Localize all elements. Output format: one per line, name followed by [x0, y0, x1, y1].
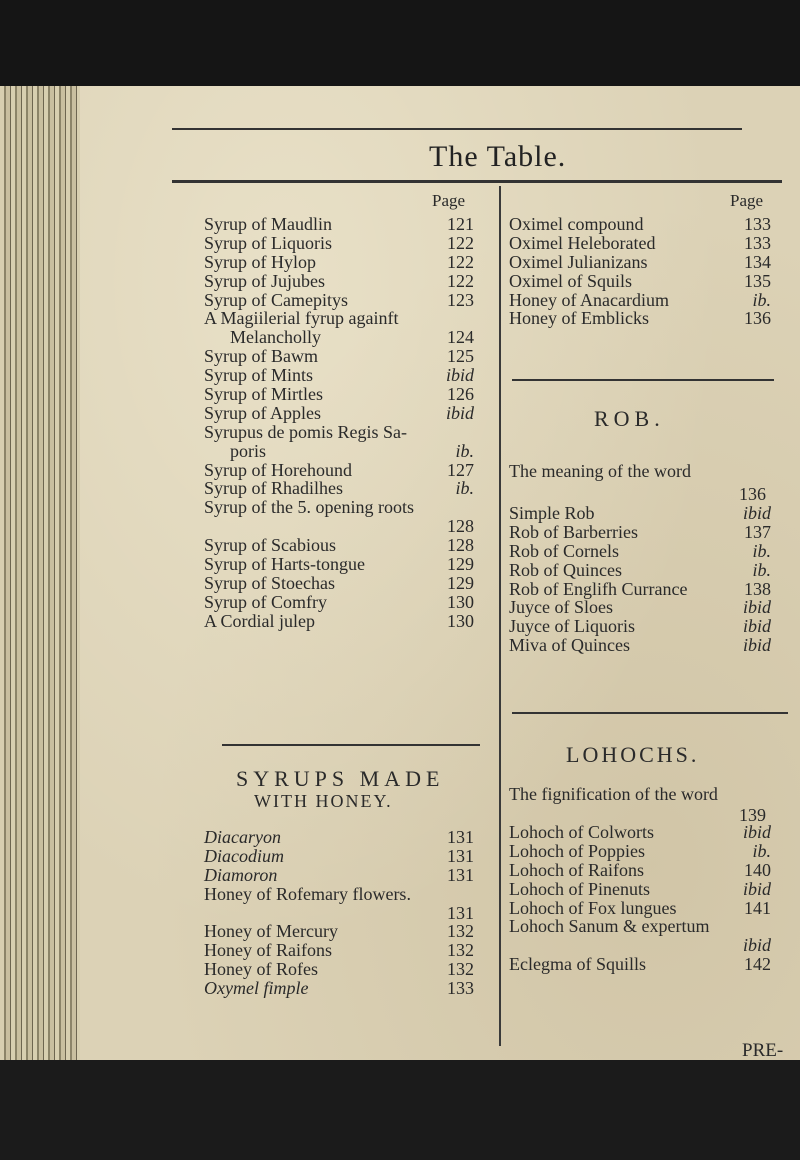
entry-page: 131	[447, 845, 474, 866]
entry-page: 127	[447, 459, 474, 480]
entry-page: ibid	[742, 878, 771, 899]
entry-name: Lohoch of Raifons	[509, 859, 644, 880]
entry-name: Lohoch of Fox lungues	[509, 897, 677, 918]
rob-intro-page: 136	[739, 484, 766, 504]
list-item	[204, 574, 474, 593]
entry-page: 128	[447, 535, 474, 556]
entry-page: ib.	[455, 440, 474, 461]
entry-name: Syrup of Rhadilhes	[204, 478, 343, 499]
list-item	[204, 309, 474, 328]
list-item	[509, 955, 771, 974]
lohochs-intro-page: 139	[739, 805, 766, 825]
list-item	[204, 423, 474, 442]
left-page-header: Page	[432, 191, 466, 210]
list-item	[204, 479, 474, 498]
entry-page: 134	[744, 251, 771, 272]
top-rule	[172, 128, 742, 130]
entry-page: ib.	[752, 559, 771, 580]
entry-page: 140	[744, 859, 771, 880]
rob-intro: The meaning of the word	[509, 461, 691, 481]
entry-page: 137	[744, 521, 771, 542]
list-item	[204, 328, 474, 347]
syrups-with-honey-heading: SYRUPS MADE	[236, 766, 445, 791]
list-item	[204, 941, 474, 960]
entry-name: Diacodium	[204, 845, 284, 866]
list-item	[204, 272, 474, 291]
list-item	[204, 612, 474, 631]
entry-name: A Cordial julep	[204, 610, 315, 631]
list-item	[204, 904, 474, 923]
book-spine-edges	[0, 86, 80, 1060]
lohochs-heading: LOHOCHS.	[566, 742, 700, 767]
entry-name: Honey of Rofes	[204, 959, 318, 980]
title-rule	[172, 180, 782, 183]
syrups-with-honey-subheading: WITH HONEY.	[254, 791, 393, 811]
list-item	[204, 979, 474, 998]
entry-name: Rob of Quinces	[509, 559, 622, 580]
left-section-rule	[222, 744, 480, 746]
entry-page: 141	[744, 897, 771, 918]
list-item	[204, 960, 474, 979]
left-entries-list	[204, 215, 474, 631]
list-item	[204, 461, 474, 480]
entry-name: Simple Rob	[509, 503, 595, 523]
entry-page: ibid	[445, 365, 474, 386]
list-item	[204, 253, 474, 272]
entry-page: ibid	[742, 597, 771, 618]
lohochs-rule	[512, 712, 788, 714]
honey-entries-list	[204, 828, 474, 998]
entry-page: ibid	[742, 616, 771, 637]
entry-name: Miva of Quinces	[509, 635, 630, 656]
list-item	[204, 234, 474, 253]
list-item	[204, 555, 474, 574]
rob-entries-list	[509, 504, 771, 655]
entry-name: Honey of Mercury	[204, 921, 338, 942]
entry-name: Syrup of Stoechas	[204, 572, 335, 593]
list-item	[509, 936, 771, 955]
entry-name: Syrup of Camepitys	[204, 289, 348, 310]
entry-page: 129	[447, 554, 474, 575]
entry-page: 131	[447, 902, 474, 923]
list-item	[509, 917, 771, 936]
entry-page: ibid	[742, 822, 771, 842]
entry-page: 130	[447, 610, 474, 631]
list-item	[509, 598, 771, 617]
entry-page: 121	[447, 214, 474, 234]
entry-name: Syrup of Jujubes	[204, 270, 325, 291]
entry-page: ibid	[445, 402, 474, 423]
list-item	[204, 517, 474, 536]
list-item	[509, 542, 771, 561]
entry-page: 133	[744, 232, 771, 253]
right-page-header: Page	[730, 191, 764, 210]
entry-name: Rob of Barberries	[509, 521, 638, 542]
top-background	[0, 0, 800, 88]
entry-name: Honey of Anacardium	[509, 289, 669, 310]
entry-name: Lohoch Sanum & expertum	[509, 916, 710, 937]
entry-name: Eclegma of Squills	[509, 954, 646, 975]
entry-name: Syrup of Maudlin	[204, 214, 332, 234]
entry-name: Syrup of Apples	[204, 402, 321, 423]
list-item	[509, 234, 771, 253]
entry-page: 138	[744, 578, 771, 599]
entry-name: poris	[230, 440, 266, 461]
entry-page: 133	[744, 214, 771, 234]
list-item	[509, 523, 771, 542]
entry-page: 132	[447, 940, 474, 961]
entry-page: ib.	[752, 289, 771, 310]
entry-name: Syrup of Mints	[204, 365, 314, 386]
list-item	[509, 636, 771, 655]
entry-name: A Magiilerial fyrup againft	[204, 308, 399, 329]
entry-page: ibid	[742, 935, 771, 956]
list-item	[204, 847, 474, 866]
rob-heading: ROB.	[594, 406, 665, 431]
entry-page: 131	[447, 864, 474, 885]
entry-name: Lohoch of Colworts	[509, 822, 654, 842]
lohochs-entries-list	[509, 823, 771, 974]
entry-page: 142	[744, 954, 771, 975]
entry-page: ib.	[752, 540, 771, 561]
entry-name: Diamoron	[204, 864, 278, 885]
entry-name: Juyce of Sloes	[509, 597, 613, 618]
entry-page: 129	[447, 572, 474, 593]
entry-name: Rob of Cornels	[509, 540, 619, 561]
lohochs-intro: The fignification of the word	[509, 784, 718, 804]
list-item	[509, 272, 771, 291]
entry-page: 131	[447, 827, 474, 847]
list-item	[204, 404, 474, 423]
entry-page: 135	[744, 270, 771, 291]
entry-name: Syrup of Harts-tongue	[204, 554, 365, 575]
list-item	[204, 442, 474, 461]
entry-name: Oximel Heleborated	[509, 232, 656, 253]
entry-page: 126	[447, 384, 474, 405]
entry-page: 136	[744, 308, 771, 329]
list-item	[509, 309, 771, 328]
entry-name: Oximel compound	[509, 214, 644, 234]
entry-name: Syrupus de pomis Regis Sa-	[204, 421, 408, 442]
bottom-background	[0, 1060, 800, 1160]
entry-name: Oxymel fimple	[204, 978, 309, 999]
list-item	[509, 880, 771, 899]
entry-name: Honey of Raifons	[204, 940, 332, 961]
rob-rule	[512, 379, 774, 381]
entry-page: 128	[447, 516, 474, 537]
entry-page: 132	[447, 921, 474, 942]
list-item	[509, 504, 771, 523]
list-item	[204, 291, 474, 310]
entry-name: Syrup of Hylop	[204, 251, 316, 272]
entry-name: Syrup of Scabious	[204, 535, 336, 556]
list-item	[509, 291, 771, 310]
list-item	[204, 215, 474, 234]
list-item	[204, 347, 474, 366]
list-item	[204, 866, 474, 885]
catchword: PRE-	[742, 1040, 784, 1061]
entry-name: Lohoch of Pinenuts	[509, 878, 650, 899]
entry-page: 125	[447, 346, 474, 367]
entry-page: 122	[447, 270, 474, 291]
entry-page: ib.	[455, 478, 474, 499]
list-item	[204, 385, 474, 404]
right-entries-list	[509, 215, 771, 328]
page-title: The Table.	[429, 140, 567, 173]
entry-page: 133	[447, 978, 474, 999]
entry-name: Oximel Julianizans	[509, 251, 648, 272]
list-item	[509, 617, 771, 636]
list-item	[509, 861, 771, 880]
list-item	[509, 842, 771, 861]
list-item	[509, 215, 771, 234]
entry-page: ibid	[742, 503, 771, 523]
entry-name: Honey of Emblicks	[509, 308, 649, 329]
list-item	[509, 253, 771, 272]
entry-name: Syrup of Mirtles	[204, 384, 323, 405]
entry-name: Oximel of Squils	[509, 270, 633, 291]
entry-page: 123	[447, 289, 474, 310]
entry-name: Syrup of Bawm	[204, 346, 318, 367]
entry-page: 122	[447, 251, 474, 272]
entry-name: Syrup of the 5. opening roots	[204, 497, 414, 518]
entry-page: ibid	[742, 635, 771, 656]
entry-name: Syrup of Comfry	[204, 591, 327, 612]
list-item	[509, 899, 771, 918]
entry-name: Juyce of Liquoris	[509, 616, 635, 637]
entry-name: Syrup of Horehound	[204, 459, 352, 480]
list-item	[204, 536, 474, 555]
column-divider	[499, 186, 501, 1046]
list-item	[204, 366, 474, 385]
entry-page: 124	[447, 327, 474, 348]
entry-name: Honey of Rofemary flowers.	[204, 883, 411, 904]
list-item	[509, 580, 771, 599]
list-item	[204, 828, 474, 847]
entry-name: Lohoch of Poppies	[509, 840, 645, 861]
entry-name: Syrup of Liquoris	[204, 232, 332, 253]
list-item	[509, 823, 771, 842]
list-item	[509, 561, 771, 580]
list-item	[204, 593, 474, 612]
list-item	[204, 885, 474, 904]
entry-page: 132	[447, 959, 474, 980]
entry-page: ib.	[752, 840, 771, 861]
entry-name: Rob of Englifh Currance	[509, 578, 688, 599]
list-item	[204, 498, 474, 517]
entry-name: Diacaryon	[204, 827, 281, 847]
entry-page: 130	[447, 591, 474, 612]
entry-page: 122	[447, 232, 474, 253]
list-item	[204, 922, 474, 941]
entry-name: Melancholly	[230, 327, 321, 348]
